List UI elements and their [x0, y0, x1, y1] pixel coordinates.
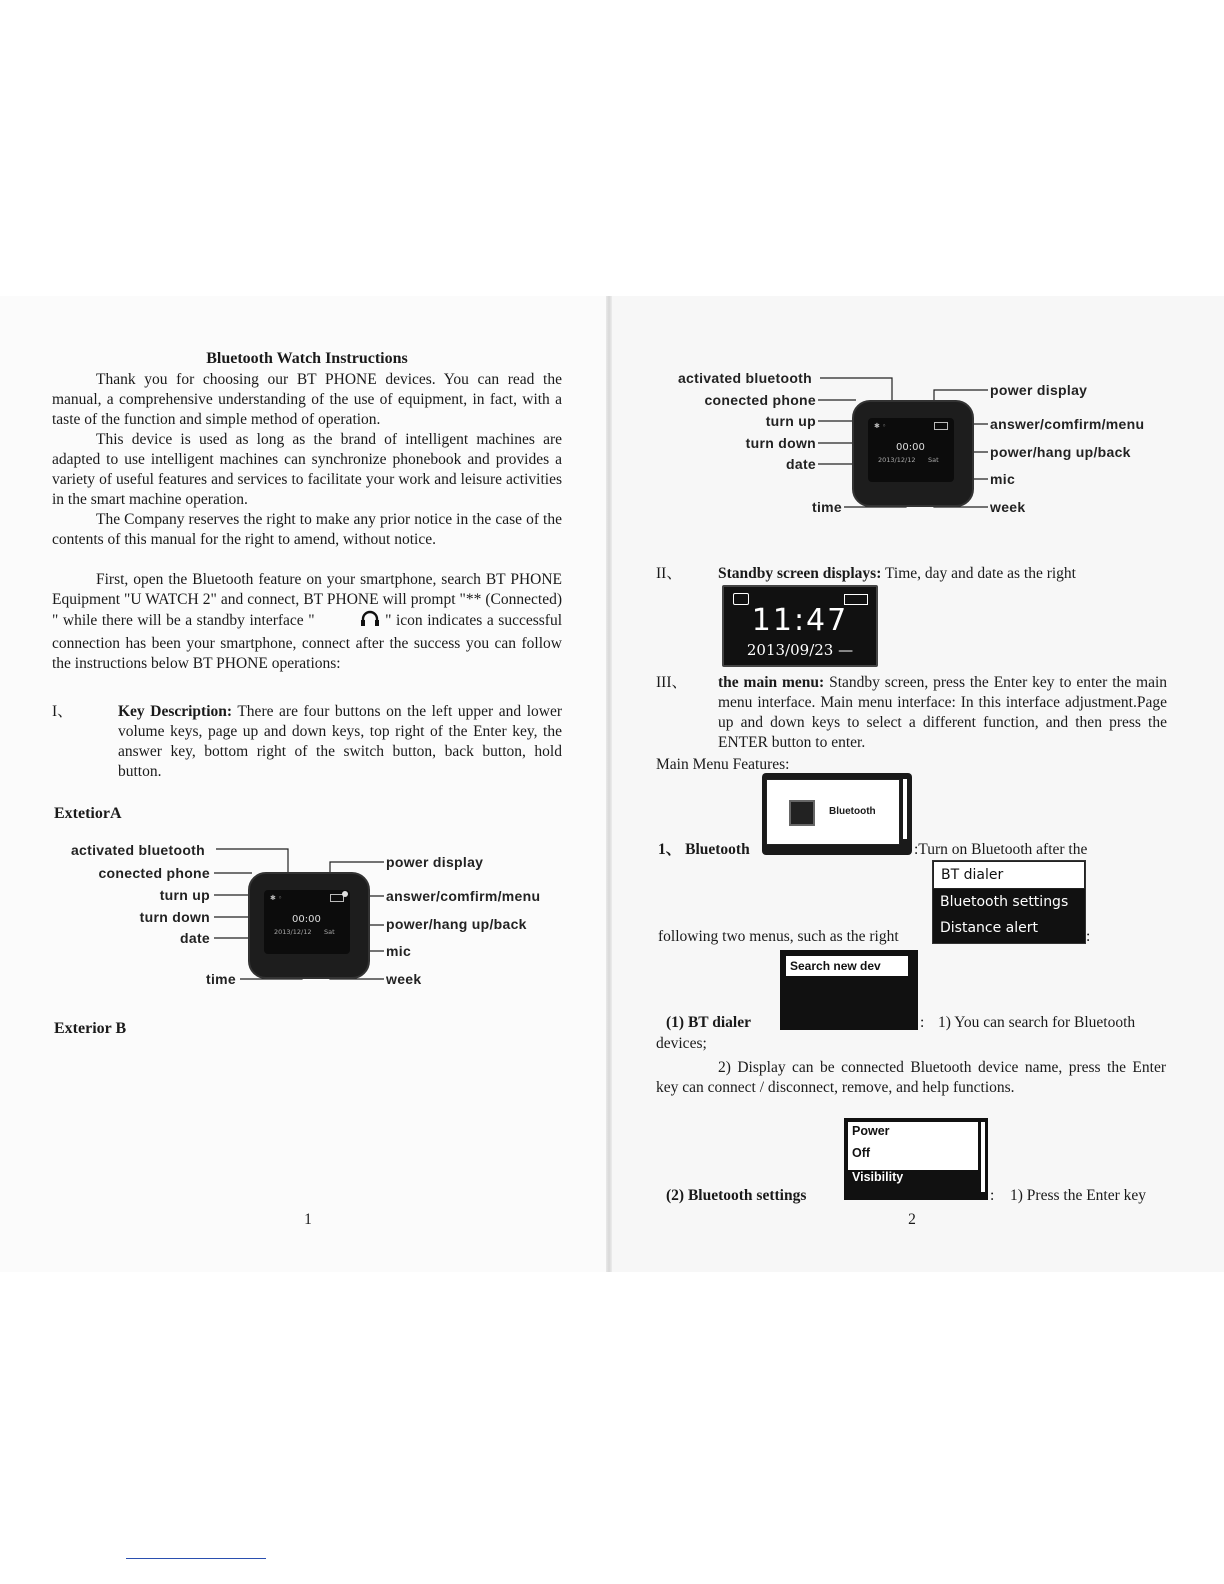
bluetooth-settings-label: (2) Bluetooth settings: [666, 1187, 807, 1204]
label-activated-bluetooth: activated bluetooth: [677, 370, 812, 386]
menu-item-bt-dialer[interactable]: BT dialer: [933, 861, 1085, 889]
settings-item-off[interactable]: Off: [852, 1146, 871, 1160]
intro-paragraph-3: The Company reserves the right to make any prior notice in the case of the contents of this manual for the right to amend, without notice.: [52, 511, 562, 548]
footer-rule: [126, 1558, 266, 1559]
watch-screen: [264, 890, 350, 954]
label-time: time: [206, 971, 236, 987]
following-menus-text: following two menus, such as the right: [658, 928, 899, 945]
bluetooth-icon-text: Bluetooth: [829, 806, 876, 817]
label-turn-up: turn up: [765, 413, 816, 429]
bluetooth-settings-screen: [844, 1118, 988, 1200]
menu-item-distance-alert[interactable]: Distance alert: [940, 920, 1038, 936]
watch-time: 00:00: [292, 914, 321, 925]
watch-body-b: [852, 400, 974, 507]
intro-paragraph-4: [52, 570, 562, 674]
headset-icon: [315, 610, 381, 634]
bluetooth-item-text: :Turn on Bluetooth after the: [914, 841, 1088, 858]
battery-icon: [934, 422, 948, 430]
label-power-hangup-back: power/hang up/back: [386, 916, 527, 932]
paragraph-4-part-1: First, open the Bluetooth feature on your smartphone, search BT PHONE Equipment "U WATCH 2" and connect, BT PHONE will prompt "** (Connected) " while there will be a standby interface ": [52, 571, 562, 629]
key-section-number: I、: [52, 703, 73, 720]
watch-body: [248, 872, 370, 979]
bluetooth-item-label: 1、 Bluetooth: [658, 841, 750, 858]
watch-date: 2013/12/12: [878, 456, 916, 464]
page-number-2: 2: [908, 1211, 916, 1228]
bt-dialer-text: 1) You can search for Bluetooth: [938, 1014, 1136, 1031]
label-time: time: [812, 499, 842, 515]
main-menu-section: [718, 673, 1167, 753]
bt-dialer-screen: [780, 950, 918, 1030]
bt-dialer-label: (1) BT dialer: [666, 1014, 751, 1031]
page-title: Bluetooth Watch Instructions: [206, 350, 408, 367]
bluetooth-icon: [789, 800, 815, 826]
watch-screen-b: [868, 418, 954, 482]
label-power-display: power display: [386, 854, 484, 870]
standby-time: 11:47: [751, 603, 849, 638]
settings-item-visibility[interactable]: Visibility: [852, 1170, 904, 1184]
label-turn-up: turn up: [159, 887, 210, 903]
main-menu-title: the main menu:: [718, 674, 825, 691]
paragraph-4-part-2: " icon indicates a successful connection has been your smartphone, connect after the success you can follow the instructions below BT PHONE operations:: [52, 612, 562, 672]
devices-text: devices;: [656, 1035, 707, 1052]
bluetooth-settings-colon: :: [990, 1187, 995, 1204]
label-mic: mic: [990, 471, 1016, 487]
bluetooth-status-icon: ✱ ◦: [874, 422, 887, 430]
settings-item-power[interactable]: Power: [852, 1124, 890, 1138]
key-description-text: There are four buttons on the left upper and lower volume keys, page up and down keys, top right of the Enter key, the answer key, bottom right of the switch button, back button, hold button.: [118, 703, 562, 780]
watch-time: 00:00: [896, 442, 925, 453]
key-description-title: Key Description:: [118, 703, 233, 720]
main-menu-features: Main Menu Features:: [656, 756, 790, 773]
exterior-a-diagram: [40, 835, 560, 1005]
following-colon: :: [1086, 928, 1091, 945]
standby-section-title: Standby screen displays:: [718, 565, 882, 582]
label-conected-phone: conected phone: [98, 865, 210, 881]
standby-section-number: II、: [656, 565, 682, 582]
label-answer-confirm-menu: answer/comfirm/menu: [990, 416, 1145, 432]
label-date: date: [786, 456, 816, 472]
exterior-b-diagram: [650, 364, 1190, 534]
label-answer-confirm-menu: answer/comfirm/menu: [386, 888, 541, 904]
bluetooth-icon-box: [766, 779, 900, 845]
intro-paragraph-1: Thank you for choosing our BT PHONE devices. You can read the manual, a comprehensive understanding of the use of equipment, in fact, with a taste of the function and simple method of operation.: [52, 371, 562, 428]
label-power-display: power display: [990, 382, 1088, 398]
main-menu-section-number: III、: [656, 674, 687, 691]
label-activated-bluetooth: activated bluetooth: [70, 842, 205, 858]
page-number-1: 1: [304, 1211, 312, 1228]
standby-date: 2013/09/23 —: [746, 641, 854, 659]
bluetooth-menu-icon-screen: [762, 773, 912, 855]
intro-paragraph-2: This device is used as long as the brand of intelligent machines are adapted to use intelligent machines can synchronize phonebook and provides a variety of useful features and services to facilitate your work and leisure activities in the smart machine operation.: [52, 431, 562, 508]
watch-date: 2013/12/12: [274, 928, 312, 936]
label-date: date: [180, 930, 210, 946]
bluetooth-settings-text: 1) Press the Enter key: [1010, 1187, 1147, 1204]
bt-dialer-text-2: 2) Display can be connected Bluetooth device name, press the Enter key can connect / disconnect, remove, and help functions.: [656, 1059, 1166, 1096]
label-week: week: [990, 499, 1026, 515]
label-turn-down: turn down: [745, 435, 816, 451]
standby-section: [718, 564, 1178, 584]
watch-week: Sat: [324, 928, 335, 936]
scrollbar: [981, 1122, 985, 1192]
mic-hole: [342, 891, 348, 897]
bluetooth-submenu: [932, 860, 1086, 944]
search-new-dev-item[interactable]: Search new dev: [786, 956, 908, 976]
bt-dialer-colon: :: [920, 1014, 925, 1031]
watch-week: Sat: [928, 456, 939, 464]
key-description: [118, 702, 562, 782]
label-week: week: [386, 971, 422, 987]
scrollbar: [903, 779, 907, 839]
exterior-a-heading: ExtetiorA: [54, 805, 122, 822]
label-turn-down: turn down: [139, 909, 210, 925]
standby-section-text: Time, day and date as the right: [884, 565, 1076, 582]
bluetooth-status-icon: ✱ ◦: [270, 894, 283, 902]
label-conected-phone: conected phone: [704, 392, 816, 408]
standby-screen: [722, 585, 878, 667]
label-mic: mic: [386, 943, 412, 959]
exterior-b-heading: Exterior B: [54, 1020, 127, 1037]
menu-item-bluetooth-settings[interactable]: Bluetooth settings: [940, 894, 1069, 910]
label-power-hangup-back: power/hang up/back: [990, 444, 1131, 460]
main-menu-text: Standby screen, press the Enter key to enter the main menu interface. Main menu interface: In this interface adjustment.Page up and down keys to select a different function, and then press the ENTER button to enter.: [718, 674, 1168, 751]
